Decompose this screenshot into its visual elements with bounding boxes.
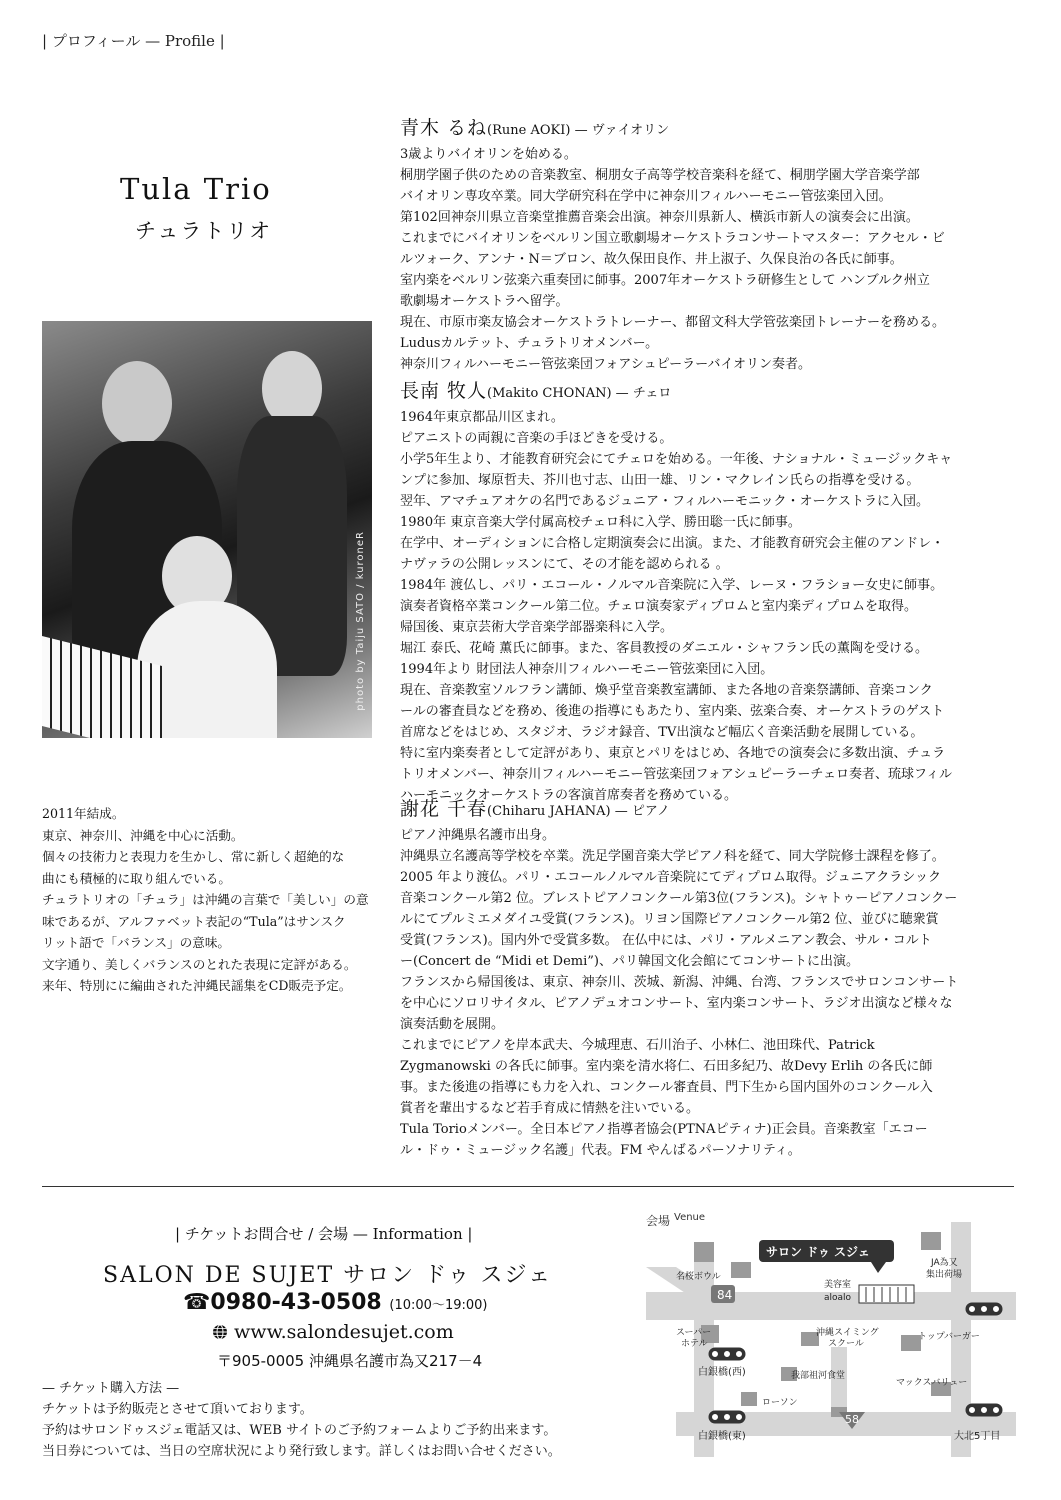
info-heading: | チケットお問合せ / 会場 — Information |: [175, 1225, 473, 1243]
bio-line: 帰国後、東京芸術大学音楽学部器楽科に入学。: [400, 620, 674, 635]
phone-number[interactable]: 0980-43-0508: [210, 1290, 382, 1315]
website-link[interactable]: www.salondesujet.com: [234, 1321, 454, 1343]
bio-line: ー(Concert de “Midi et Demi”)、パリ韓国文化会館にてコンサートに出演。: [400, 954, 860, 969]
bio-line: 事。また後進の指導にも力を入れ、コンクール審査員、門下生から国内国外のコンクール入: [400, 1080, 933, 1095]
ticket-line: 当日券については、当日の空席状況により発行致します。詳しくはお問い合せください。: [42, 1444, 561, 1459]
bio-line: ル・ドゥ・ミュージック名護」代表。FM やんばるパーソナリティ。: [400, 1143, 801, 1158]
bio-jahana: [400, 799, 1040, 1161]
map-place: 沖縄スイミング: [816, 1328, 879, 1338]
group-line: 来年、特別にに編曲された沖縄民謡集をCD販売予定。: [42, 978, 352, 993]
bio-line: 小学5年生より、才能教育研究会にてチェロを始める。一年後、ナショナル・ミュージックキャ: [400, 452, 953, 467]
bio-line: ルにてプルミエメダイユ受賞(フランス)。リヨン国際ピアノコンクール第2 位、並びに聴衆賞: [400, 912, 939, 927]
bio-line: Zygmanowski の各氏に師事。室内楽を清水将仁、石田多紀乃、故Devy Erlih の各氏に師: [400, 1059, 933, 1074]
bio-line: ルツォーク、アンナ・N＝ブロン、故久保田良作、井上淑子、久保良治の各氏に師事。: [400, 252, 903, 267]
group-photo: [42, 321, 372, 738]
bio-line: 翌年、アマチュアオケの名門であるジュニア・フィルハーモニック・オーケストラに入団。: [400, 494, 929, 509]
map-place: 我部祖河食堂: [791, 1371, 846, 1381]
road-side: [831, 1347, 847, 1417]
globe-icon: [212, 1321, 228, 1343]
group-line: リット語で「バランス」の意味。: [42, 935, 231, 950]
bio-line: 室内楽をベルリン弦楽六重奏団に師事。2007年オーケストラ研修生として ハンブルク州立: [400, 273, 930, 288]
bio-aoki: [400, 118, 1040, 375]
bio-line: これまでにバイオリンをベルリン国立歌劇場オーケストラコンサートマスター：アクセル・ビ: [400, 231, 945, 246]
group-line: 東京、神奈川、沖縄を中心に活動。: [42, 827, 244, 843]
group-line: 文字通り、美しくバランスのとれた表現に定評がある。: [42, 956, 357, 972]
bio-line: 音楽コンクール第2 位。ブレストピアノコンクール第3位(フランス)。シャトゥーピアノコンクー: [400, 891, 958, 906]
group-name-jp: チュラトリオ: [135, 219, 273, 243]
map-place: JA為又: [931, 1258, 958, 1268]
section-divider: [42, 1186, 1014, 1187]
map-place: スーパー: [676, 1328, 712, 1338]
map-place: スクール: [828, 1339, 864, 1349]
bio-line: 現在、音楽教室ソルフラン講師、煥乎堂音楽教室講師、また各地の音楽祭講師、音楽コンク: [400, 683, 933, 698]
violinist-face: [262, 351, 322, 426]
bio-line: 桐朋学園子供のための音楽教室、桐朋女子高等学校音楽科を経て、桐朋学園大学音楽学部: [400, 168, 920, 183]
bio-line: Tula Torioメンバー。全日本ピアノ指導者協会(PTNAピティナ)正会員。音楽教室「エコー: [400, 1122, 928, 1137]
bio-line: 特に室内楽奏者として定評があり、東京とパリをはじめ、各地での演奏会に多数出演、チュラ: [400, 746, 946, 761]
map-place: ホテル: [681, 1339, 708, 1349]
cellist-face: [102, 361, 172, 446]
venue-name: SALON DE SUJET サロン ドゥ スジェ: [103, 1263, 553, 1288]
map-place: aloalo: [824, 1293, 852, 1303]
map-place: トップバーガー: [918, 1332, 980, 1342]
building: [741, 1392, 757, 1406]
group-line: 2011年結成。: [42, 806, 125, 821]
map-place: 集出荷場: [926, 1270, 963, 1280]
bio-line: 沖縄県立名護高等学校を卒業。洗足学園音楽大学ピアノ科を経て、同大学院修士課程を修了。: [400, 849, 945, 864]
phone-icon: ☎: [183, 1290, 211, 1315]
bio-line: ナヴァラの公開レッスンにて、その才能を認められる 。: [400, 557, 729, 572]
group-line: 曲にも積極的に取り組んでいる。: [42, 870, 231, 886]
bio-line: これまでにピアノを岸本武夫、今城理恵、石川治子、小林仁、池田珠代、Patrick: [400, 1038, 875, 1053]
bio-line: 歌劇場オーケストラへ留学。: [400, 294, 569, 309]
ticket-line: 予約はサロンドゥスジェ電話又は、WEB サイトのご予約フォームよりご予約出来ます。: [42, 1423, 557, 1438]
bio-line: 3歳よりバイオリンを始める。: [400, 147, 577, 162]
map-place: マックスバリュー: [896, 1378, 968, 1388]
ticket-heading: — チケット購入方法 —: [42, 1381, 180, 1396]
bio-line: 受賞(フランス)。国内外で受賞多数。 在仏中には、パリ・アルメニアン教会、サル・コルト: [400, 933, 932, 948]
section-header: | プロフィール — Profile |: [42, 32, 225, 50]
bio-line: 2005 年より渡仏。パリ・エコールノルマル音楽院にてディプロム取得。ジュニアクラシック: [400, 870, 941, 885]
bio-line: ピアノ沖縄県名護市出身。: [400, 828, 555, 843]
group-line: チュラトリオの「チュラ」は沖縄の言葉で「美しい」の意: [42, 892, 369, 907]
bio-line: 賞者を輩出するなど若手育成に情熱を注いでいる。: [400, 1101, 700, 1116]
building: [694, 1242, 714, 1262]
group-line: 個々の技術力と表現力を生かし、常に新しく超絶的な: [42, 849, 345, 864]
address: 〒905-0005 沖縄県名護市為又217－4: [217, 1352, 483, 1370]
ticket-info: [42, 1378, 561, 1462]
map-label-jp: 会場: [646, 1214, 671, 1228]
map-place: 大北5丁目: [954, 1431, 1001, 1442]
building: [731, 1262, 751, 1278]
bio-line: ピアニストの両親に音楽の手ほどきを受ける。: [400, 431, 673, 446]
route-58-label: 58: [845, 1413, 859, 1426]
group-name-en: Tula Trio: [120, 172, 272, 206]
bio-line: 第102回神奈川県立音楽堂推薦音楽会出演。神奈川県新人、横浜市新人の演奏会に出演。: [400, 210, 919, 225]
bio-name: 長南 牧人(Makito CHONAN) — チェロ: [400, 380, 672, 402]
bio-name: 青木 るね(Rune AOKI) — ヴァイオリン: [400, 117, 670, 139]
building: [921, 1232, 941, 1250]
map-place: 白銀橋(西): [698, 1367, 746, 1378]
bio-line: を中心にソロリサイタル、ピアノデュオコンサート、室内楽コンサート、ラジオ出演など様々な: [400, 996, 953, 1011]
ticket-line: チケットは予約販売とさせて頂いております。: [42, 1402, 313, 1417]
map-place: ローソン: [762, 1398, 798, 1408]
bio-chonan: [400, 381, 1040, 806]
group-description: [42, 803, 372, 997]
bio-line: 現在、市原市楽友協会オーケストラトレーナー、都留文科大学管弦楽団トレーナーを務める。: [400, 315, 945, 330]
photo-credit: photo by Taiju SATO / kuroneR: [355, 531, 366, 711]
bio-line: ハーモニックオーケストラの客演首席奏者を務めている。: [400, 788, 737, 803]
venue-map: [646, 1207, 1016, 1457]
bio-line: 1964年東京都品川区まれ。: [400, 410, 564, 425]
bio-line: フランスから帰国後は、東京、神奈川、茨城、新潟、沖縄、台湾、フランスでサロンコンサート: [400, 975, 959, 990]
bio-line: ールの審査員などを務め、後進の指導にもあたり、室内楽、弦楽合奏、オーケストラのゲスト: [400, 704, 945, 719]
bio-line: 演奏者資格卒業コンクール第二位。チェロ演奏家ディプロムと室内楽ディプロムを取得。: [400, 599, 918, 614]
bio-line: ンプに参加、塚原哲夫、芥川也寸志、山田一雄、リン・マクレイン氏らの指導を受ける。: [400, 473, 920, 488]
map-place: 白銀橋(東): [698, 1431, 746, 1442]
web-line: [212, 1321, 454, 1343]
bio-line: 堀江 泰氏、花崎 薫氏に師事。また、客員教授のダニエル・シャフラン氏の薫陶を受ける。: [400, 641, 929, 656]
map-place: 名桜ボウル: [676, 1272, 721, 1282]
bio-line: バイオリン専攻卒業。同大学研究科在学中に神奈川フィルハーモニー管弦楽団入団。: [400, 189, 892, 204]
group-line: 味であるが、アルファベット表記の“Tula”はサンスク: [42, 913, 346, 929]
phone-hours: (10:00〜19:00): [389, 1298, 488, 1313]
bio-line: 演奏活動を展開。: [400, 1017, 505, 1032]
bio-line: 首席などをはじめ、スタジオ、ラジオ録音、TV出演など幅広く音楽活動を展開している。: [400, 725, 924, 740]
bio-name: 謝花 千春(Chiharu JAHANA) — ピアノ: [400, 798, 670, 820]
bio-line: トリオメンバー、神奈川フィルハーモニー管弦楽団フォアシュピーラーチェロ奏者、琉球フィル: [400, 767, 952, 782]
bio-line: 1980年 東京音楽大学付属高校チェロ科に入学、勝田聡一氏に師事。: [400, 515, 801, 530]
bio-line: Ludusカルテット、チュラトリオメンバー。: [400, 336, 659, 351]
map-place: 美容室: [824, 1280, 852, 1290]
bio-line: 神奈川フィルハーモニー管弦楽団フォアシュピーラーバイオリン奏者。: [400, 357, 812, 372]
bio-line: 1984年 渡仏し、パリ・エコール・ノルマル音楽院に入学、レーヌ・フラショー女史に師事。: [400, 578, 944, 593]
map-label-en: Venue: [674, 1212, 706, 1223]
map-venue-label: サロン ドゥ スジェ: [766, 1245, 870, 1259]
route-84-label: 84: [717, 1288, 733, 1302]
bio-line: 在学中、オーディションに合格し定期演奏会に出演。また、才能教育研究会主催のアンドレ・: [400, 536, 945, 551]
phone-line: [183, 1290, 488, 1315]
venue-callout-pointer: [871, 1262, 886, 1273]
bio-line: 1994年より 財団法人神奈川フィルハーモニー管弦楽団に入団。: [400, 662, 774, 677]
